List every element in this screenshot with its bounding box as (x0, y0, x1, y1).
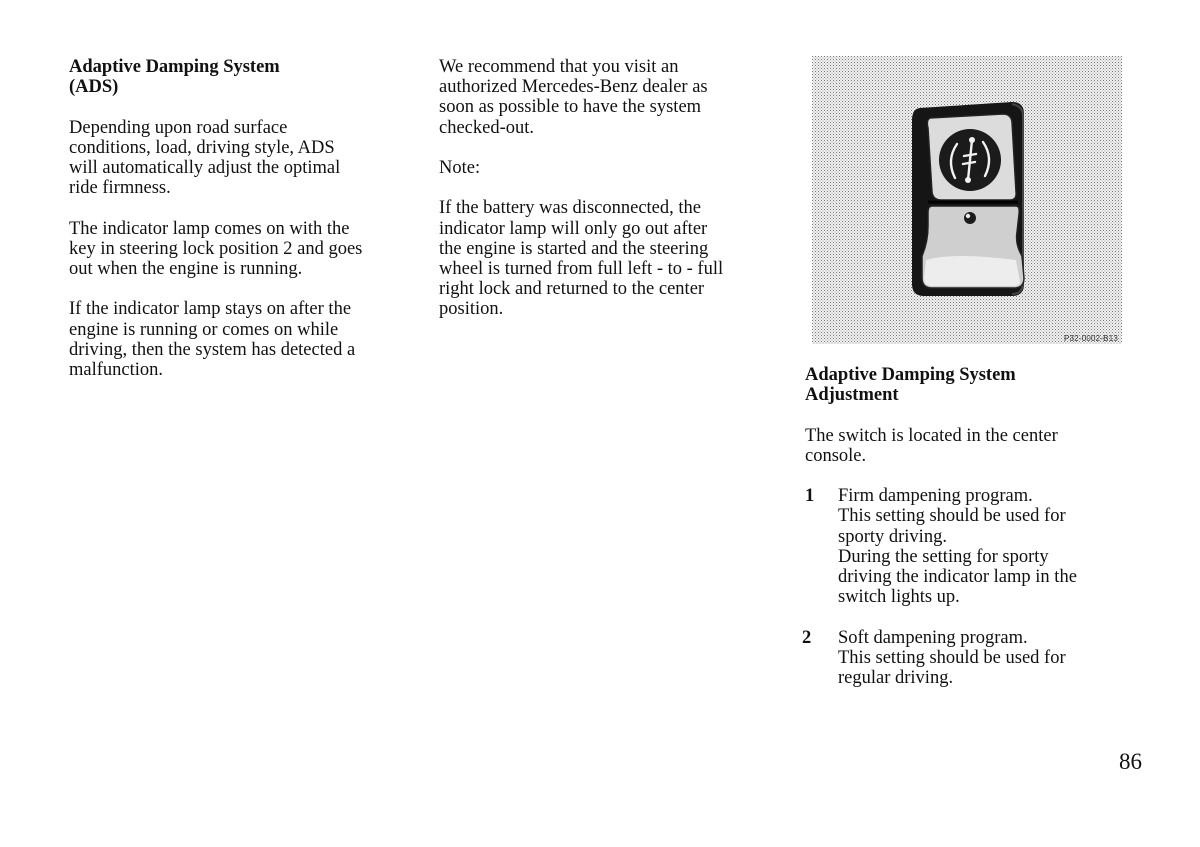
list-item-text: Soft dampening program. This setting should be used for regular driving. (838, 627, 1066, 688)
paragraph-ads-description: Depending upon road surface conditions, load, driving style, ADS will automatically adjust the optimal ride firmness. (69, 117, 341, 199)
paragraph-switch-location: The switch is located in the center console. (805, 425, 1058, 466)
section-heading-adjustment: Adaptive Damping System Adjustment (805, 365, 1016, 406)
list-item-soft (802, 627, 1135, 689)
list-number: 1 (805, 486, 815, 507)
page-number: 86 (1119, 749, 1142, 774)
section-heading-ads: Adaptive Damping System (ADS) (69, 57, 280, 98)
note-label: Note: (439, 158, 481, 178)
figure-code: P32-0002-B13 (1064, 334, 1118, 343)
list-item-text: Firm dampening program. This setting should be used for sporty driving. During the setting for sporty driving the indicator lamp in the switch lights up. (838, 486, 1077, 608)
paragraph-malfunction: If the indicator lamp stays on after the engine is running or comes on while driving, then the system has detected a malfunction. (69, 299, 356, 380)
list-number: 2 (802, 627, 812, 648)
paragraph-dealer-recommendation: We recommend that you visit an authorized Mercedes-Benz dealer as soon as possible to have the system checked-out. (439, 57, 708, 138)
ads-switch-illustration (812, 56, 1122, 344)
left-column (69, 57, 404, 380)
paragraph-battery-note: If the battery was disconnected, the indicator lamp will only go out after the engine is started and the steering wheel is turned from full left - to - full right lock and returned to the center position. (439, 198, 724, 320)
middle-column (439, 57, 779, 320)
list-item-firm (805, 486, 1135, 607)
right-column (802, 365, 1135, 688)
paragraph-indicator-lamp: The indicator lamp comes on with the key in steering lock position 2 and goes out when the engine is running. (69, 218, 363, 279)
